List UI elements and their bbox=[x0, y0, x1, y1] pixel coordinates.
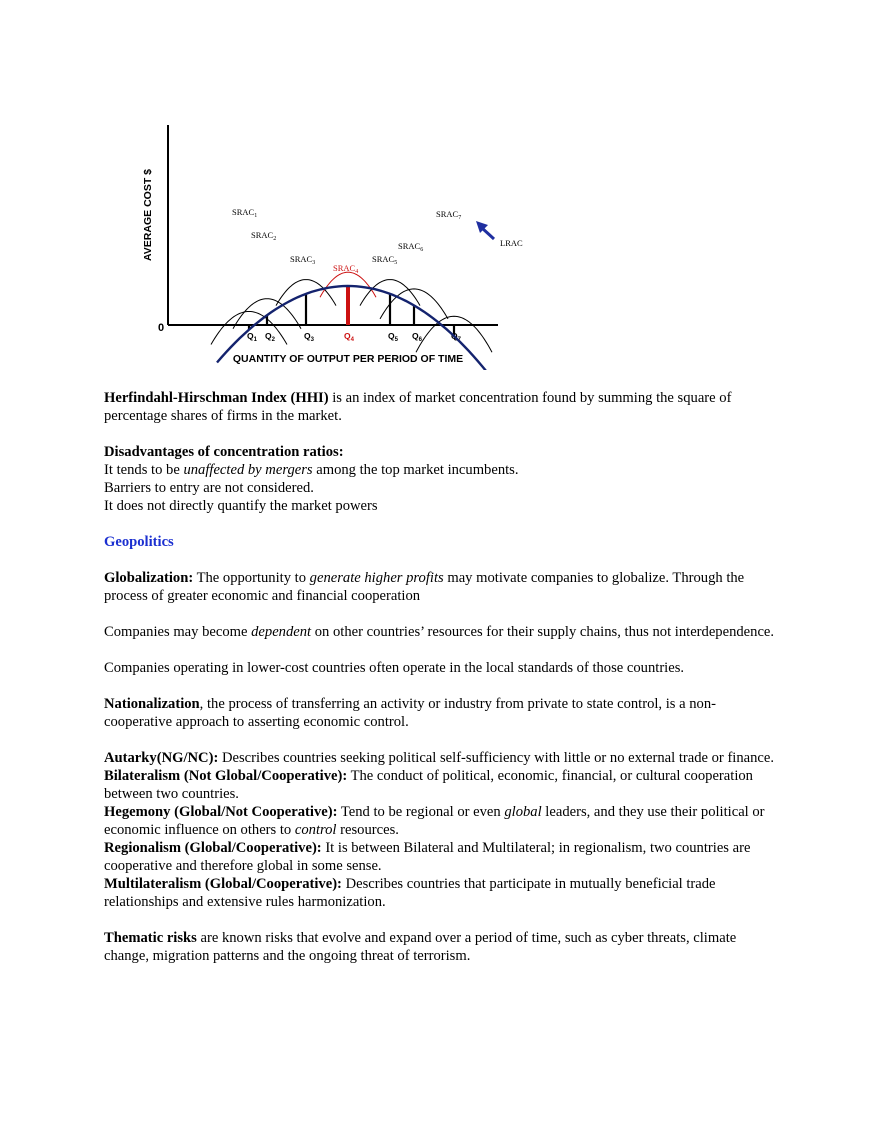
q-label-1: $Q_1$ bbox=[247, 331, 257, 343]
globalization-paragraph: Globalization: The opportunity to generate higher profits may motivate companies to globalize. Through the process of greater economic and financial cooperation bbox=[104, 570, 745, 604]
x-axis-label: QUANTITY OF OUTPUT PER PERIOD OF TIME bbox=[232, 353, 464, 365]
dependence-paragraph: Companies may become dependent on other countries’ resources for their supply chains, thus not interdependence. bbox=[104, 624, 775, 640]
srac-label-1: $SRAC_1$ bbox=[232, 207, 258, 219]
srac-label-5: $SRAC_5$ bbox=[372, 254, 398, 266]
disadvantages-title: Disadvantages of concentration ratios: bbox=[104, 444, 344, 460]
multilateralism-definition: Multilateralism (Global/Cooperative): Describes countries that participate in mutually beneficial trade relationships and extensive rules harmonization. bbox=[104, 876, 716, 910]
autarky-definition: Autarky(NG/NC): Describes countries seeking political self-sufficiency with little or no external trade or finance. bbox=[104, 750, 775, 766]
srac-label-7: $SRAC_7$ bbox=[436, 209, 462, 221]
lower-cost-paragraph: Companies operating in lower-cost countries often operate in the local standards of those countries. bbox=[104, 660, 685, 676]
srac-label-4: $SRAC_4$ bbox=[333, 263, 359, 275]
nationalization-paragraph: Nationalization, the process of transferring an activity or industry from private to state control, is a non-cooperative approach to asserting economic control. bbox=[104, 696, 716, 730]
q-label-6: $Q_6$ bbox=[412, 331, 422, 343]
bilateralism-definition: Bilateralism (Not Global/Cooperative): The conduct of political, economic, financial, or cultural cooperation between two countries. bbox=[104, 768, 753, 802]
disadvantage-2: Barriers to entry are not considered. bbox=[104, 480, 314, 496]
hhi-text: is an index of market concentration found by summing the square of percentage shares of firms in the market. bbox=[104, 390, 732, 424]
hegemony-definition: Hegemony (Global/Not Cooperative): Tend to be regional or even global leaders, and they use their political or economic influence on others to control resources. bbox=[104, 804, 765, 838]
document-body bbox=[104, 389, 784, 983]
srac-label-2: $SRAC_2$ bbox=[251, 230, 277, 242]
q-label-4: $Q_4$ bbox=[344, 331, 354, 343]
y-axis-label: AVERAGE COST $ bbox=[142, 169, 154, 261]
disadvantage-3: It does not directly quantify the market powers bbox=[104, 498, 378, 514]
thematic-risks-paragraph: Thematic risks are known risks that evolve and expand over a period of time, such as cyber threats, climate change, migration patterns and the ongoing threat of terrorism. bbox=[104, 930, 737, 964]
disadvantage-1: It tends to be unaffected by mergers among the top market incumbents. bbox=[104, 462, 519, 478]
section-heading-geopolitics: Geopolitics bbox=[104, 534, 174, 550]
regionalism-definition: Regionalism (Global/Cooperative): It is between Bilateral and Multilateral; in regionalism, two countries are cooperative and therefore global in some sense. bbox=[104, 840, 751, 874]
q-label-3: $Q_3$ bbox=[304, 331, 314, 343]
origin-label: 0 bbox=[158, 322, 165, 334]
lrac-label: LRAC bbox=[500, 238, 523, 248]
srac-label-3: $SRAC_3$ bbox=[290, 254, 316, 266]
srac-label-6: $SRAC_6$ bbox=[398, 241, 424, 253]
hhi-term: Herfindahl-Hirschman Index (HHI) bbox=[104, 390, 329, 406]
q-label-5: $Q_5$ bbox=[388, 331, 398, 343]
q-label-2: $Q_2$ bbox=[265, 331, 275, 343]
q-label-7: $Q_7$ bbox=[451, 331, 461, 343]
lrac-arrow-shaft bbox=[482, 228, 494, 239]
hhi-paragraph bbox=[104, 389, 784, 425]
cost-curves-chart bbox=[130, 115, 550, 370]
